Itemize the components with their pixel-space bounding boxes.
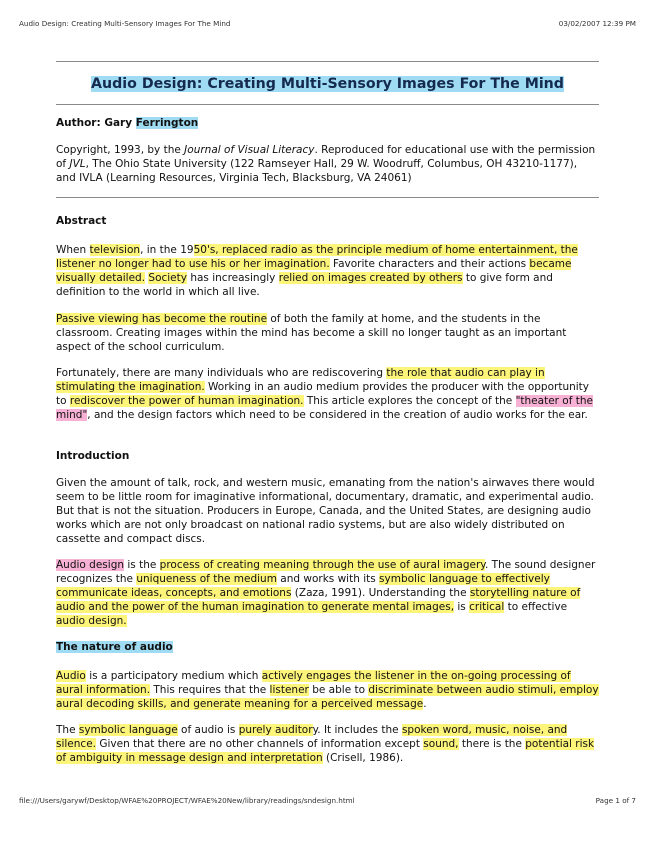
print-footer-path: file:///Users/garywf/Desktop/WFAE%20PROJECT/WFAE%20New/library/readings/sndesign.html: [19, 796, 355, 805]
print-footer-page: Page 1 of 7: [595, 796, 636, 805]
print-header: [19, 19, 636, 28]
nature-heading: The nature of audio: [56, 641, 173, 653]
abstract-heading: Abstract: [56, 215, 107, 227]
abstract-paragraph-2: Passive viewing has become the routine of both the family at home, and the students in the classroom. Creating images within the mind has become a skill no longer taught as an important aspect of the school curriculum.: [56, 313, 567, 353]
page-title: Audio Design: Creating Multi-Sensory Images For The Mind: [91, 76, 564, 92]
nature-paragraph-2: The symbolic language of audio is purely auditory. It includes the spoken word, music, noise, and silence. Given that there are no other channels of information except sound, there is the potential risk of ambiguity in message design and interpretation (Crisell, 1986).: [56, 724, 595, 764]
author-label: Author: Gary: [56, 117, 136, 129]
introduction-paragraph-2: Audio design is the process of creating meaning through the use of aural imagery. The sound designer recognizes the uniqueness of the medium and works with its symbolic language to effectively communicate ideas, concepts, and emotions (Zaza, 1991). Understanding the storytelling nature of audio and the power of the human imagination to generate mental images, is critical to effective audio design.: [56, 559, 596, 627]
introduction-paragraph-1: Given the amount of talk, rock, and western music, emanating from the nation's airwaves there would seem to be little room for imaginative informational, documentary, dramatic, and experimental audio. But that is not the situation. Producers in Europe, Canada, and the United States, are designing audio works which are not only broadcast on national radio systems, but are also widely distributed on cassette and compact discs.: [56, 477, 595, 545]
author-name: Ferrington: [135, 117, 199, 129]
print-header-title: Audio Design: Creating Multi-Sensory Images For The Mind: [19, 19, 231, 28]
copyright-notice: Copyright, 1993, by the Journal of Visual Literacy. Reproduced for educational use with the permission of JVL, The Ohio State University (122 Ramseyer Hall, 29 W. Woodruff, Columbus, OH 43210-1177), and IVLA (Learning Resources, Virginia Tech, Blacksburg, VA 24061): [56, 144, 596, 184]
journal-title: Journal of Visual Literacy: [184, 144, 315, 156]
top-divider: [56, 61, 599, 62]
nature-paragraph-1: Audio is a participatory medium which actively engages the listener in the on-going processing of aural information. This requires that the listener be able to discriminate between audio stimuli, employ aural decoding skills, and generate meaning for a perceived message.: [56, 670, 599, 710]
abstract-paragraph-1: When television, in the 1950's, replaced radio as the principle medium of home entertainment, the listener no longer had to use his or her imagination. Favorite characters and their actions became visually detailed. Society has increasingly relied on images created by others to give form and definition to the world in which all live.: [56, 244, 578, 298]
introduction-heading: Introduction: [56, 450, 130, 462]
print-header-datetime: 03/02/2007 12:39 PM: [558, 19, 636, 28]
abstract-paragraph-3: Fortunately, there are many individuals who are rediscovering the role that audio can play in stimulating the imagination. Working in an audio medium provides the producer with the opportunity to rediscover the power of human imagination. This article explores the concept of the "theater of the mind", and the design factors which need to be considered in the creation of audio works for the ear.: [56, 367, 593, 421]
author-line: [56, 116, 599, 130]
print-footer: [19, 796, 636, 805]
section-divider: [56, 197, 599, 198]
title-divider: [56, 104, 599, 105]
